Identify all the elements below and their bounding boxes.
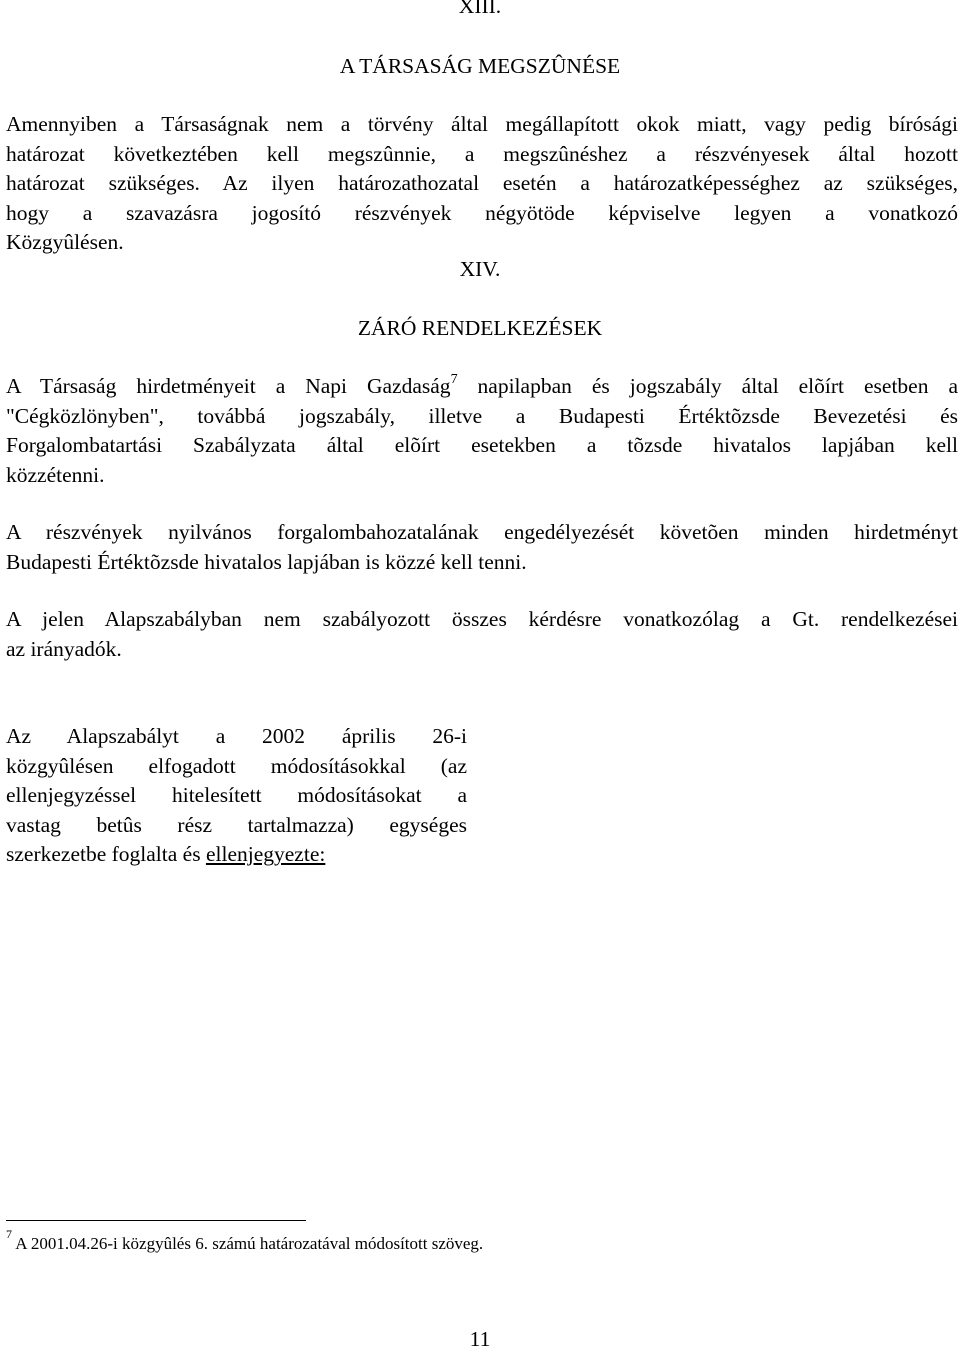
section-13-number: XIII. (458, 0, 502, 18)
paragraph-line: hogy a szavazásra jogosító részvények négyötöde képviselve legyen a vonatkozó (6, 200, 958, 225)
paragraph-line: Budapesti Értéktõzsde hivatalos lapjában is közzé kell tenni. (6, 549, 527, 574)
paragraph-line: közgyûlésen elfogadott módosításokkal (az (6, 753, 467, 778)
page-number: 11 (469, 1327, 491, 1351)
paragraph-line: határozat következtében kell megszûnnie, a megszûnéshez a részvényesek által hozott (6, 141, 958, 166)
section-14-paragraph-4 (6, 722, 467, 870)
footnote-marker: 7 (6, 1227, 12, 1242)
section-14-number: XIV. (459, 257, 501, 281)
paragraph-line: A részvények nyilvános forgalombahozatalának engedélyezését követõen minden hirdetményt (6, 520, 958, 544)
paragraph-line: határozat szükséges. Az ilyen határozathozatal esetén a határozatképességhez az szükséges, (6, 171, 958, 195)
paragraph-line: A jelen Alapszabályban nem szabályozott összes kérdésre vonatkozólag a Gt. rendelkezései (6, 607, 958, 631)
line-text: napilapban és jogszabály által elõírt esetben a (457, 374, 958, 398)
line-text: A Társaság hirdetményeit a Napi Gazdaság (6, 374, 451, 398)
paragraph-line: vastag betûs rész tartalmazza) egységes (6, 812, 467, 837)
paragraph-line: Forgalombatartási Szabályzata által elõírt esetekben a tõzsde hivatalos lapjában kell (6, 433, 958, 457)
paragraph-line: Amennyiben a Társaságnak nem a törvény által megállapított okok miatt, vagy pedig bírósági (6, 112, 958, 136)
signature-label: ellenjegyezte: (205, 842, 326, 866)
paragraph-line: az irányadók. (6, 636, 122, 661)
section-14-title: ZÁRÓ RENDELKEZÉSEK (357, 316, 603, 340)
paragraph-line: ellenjegyzéssel hitelesített módosításokat a (6, 783, 467, 807)
footnote-reference: 7 (450, 371, 458, 387)
paragraph-line: "Cégközlönyben", továbbá jogszabály, illetve a Budapesti Értéktõzsde Bevezetési és (6, 403, 958, 428)
line-text: szerkezetbe foglalta és (6, 842, 206, 866)
footnote-text: A 2001.04.26-i közgyûlés 6. számú határozatával módosított szöveg. (12, 1234, 484, 1253)
footnote (6, 1227, 484, 1256)
paragraph-line: Közgyûlésen. (6, 230, 124, 254)
footnote-separator (6, 1220, 306, 1221)
section-14-paragraph-3 (6, 605, 958, 664)
section-14-paragraph-1 (6, 372, 958, 490)
paragraph-line (6, 372, 958, 402)
section-14-paragraph-2 (6, 518, 958, 577)
section-13-title: A TÁRSASÁG MEGSZÛNÉSE (339, 54, 621, 78)
section-13-paragraph (6, 110, 958, 258)
paragraph-line (6, 840, 467, 870)
paragraph-line: Az Alapszabályt a 2002 április 26-i (6, 724, 467, 748)
paragraph-line: közzétenni. (6, 462, 105, 487)
